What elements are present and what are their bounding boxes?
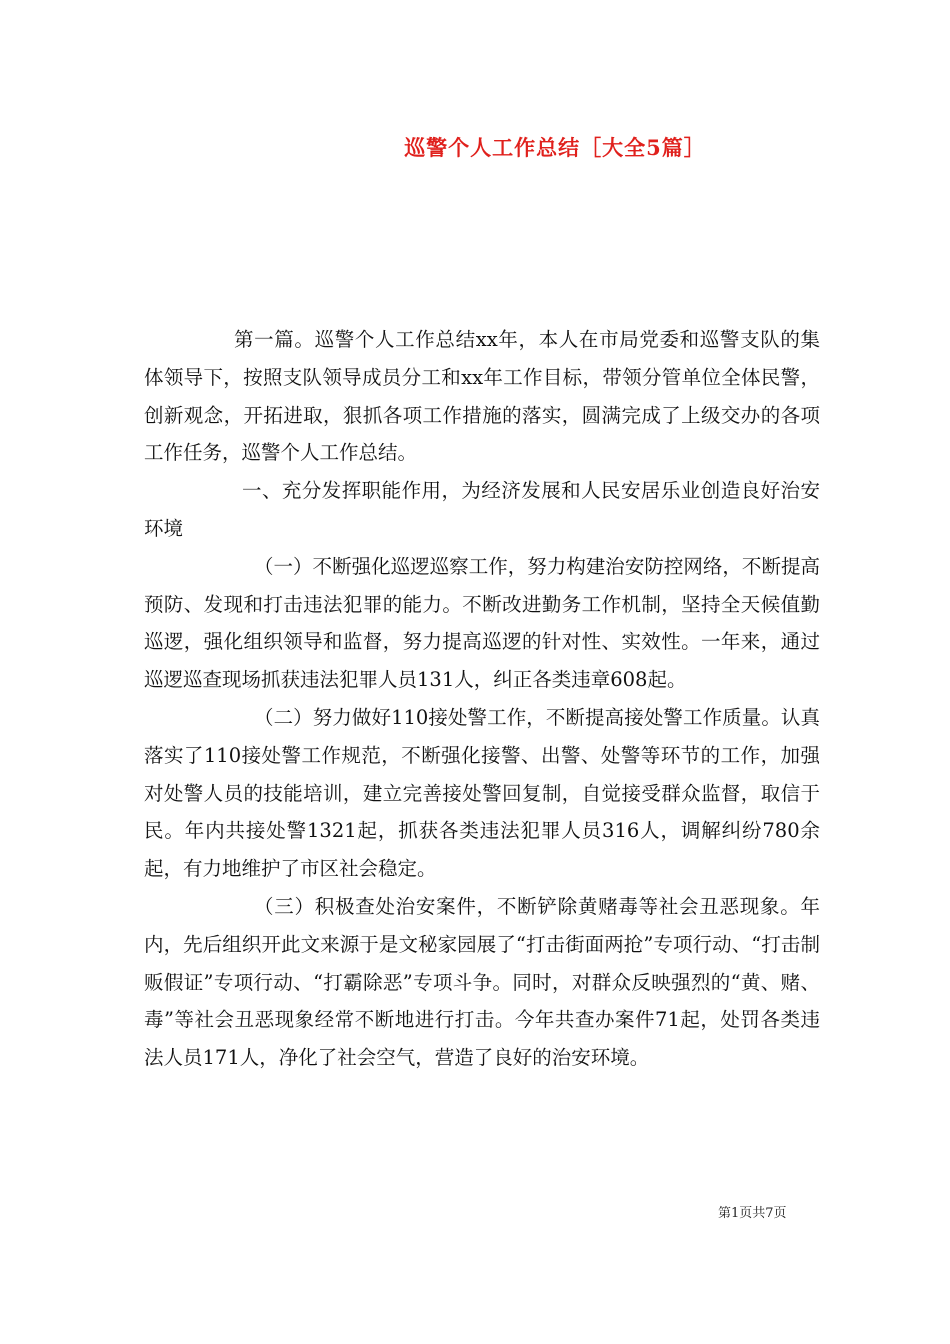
paragraph-subsection-2: （二）努力做好110接处警工作，不断提高接处警工作质量。认真落实了110接处警工作规范，不断强化接警、出警、处警等环节的工作，加强对处警人员的技能培训，建立完善接处警回复制，自觉接受群众监督，取信于民。年内共接处警1321起，抓获各类违法犯罪人员316人，调解纠纷780余起，有力地维护了市区社会稳定。: [144, 705, 820, 881]
document-body: [144, 321, 820, 1077]
paragraph-subsection-1: （一）不断强化巡逻巡察工作，努力构建治安防控网络，不断提高预防、发现和打击违法犯罪的能力。不断改进勤务工作机制，坚持全天候值勤巡逻，强化组织领导和监督，努力提高巡逻的针对性、实效性。一年来，通过巡逻巡查现场抓获违法犯罪人员131人，纠正各类违章608起。: [144, 554, 820, 692]
page-title: 巡警个人工作总结［大全5篇］: [404, 135, 706, 160]
page-number-footer: 第1页共7页: [718, 1206, 787, 1221]
paragraph-subsection-3: （三）积极查处治安案件，不断铲除黄赌毒等社会丑恶现象。年内，先后组织开此文来源于是文秘家园展了“打击街面两抢”专项行动、“打击制贩假证”专项行动、“打霸除恶”专项斗争。同时，对群众反映强烈的“黄、赌、毒”等社会丑恶现象经常不断地进行打击。今年共查办案件71起，处罚各类违法人员171人，净化了社会空气，营造了良好的治安环境。: [144, 894, 820, 1070]
paragraph-intro: 第一篇。巡警个人工作总结xx年，本人在市局党委和巡警支队的集体领导下，按照支队领导成员分工和xx年工作目标，带领分管单位全体民警，创新观念，开拓进取，狠抓各项工作措施的落实，圆满完成了上级交办的各项工作任务，巡警个人工作总结。: [144, 328, 820, 465]
section-heading-1: 一、充分发挥职能作用，为经济发展和人民安居乐业创造良好治安环境: [144, 479, 820, 540]
